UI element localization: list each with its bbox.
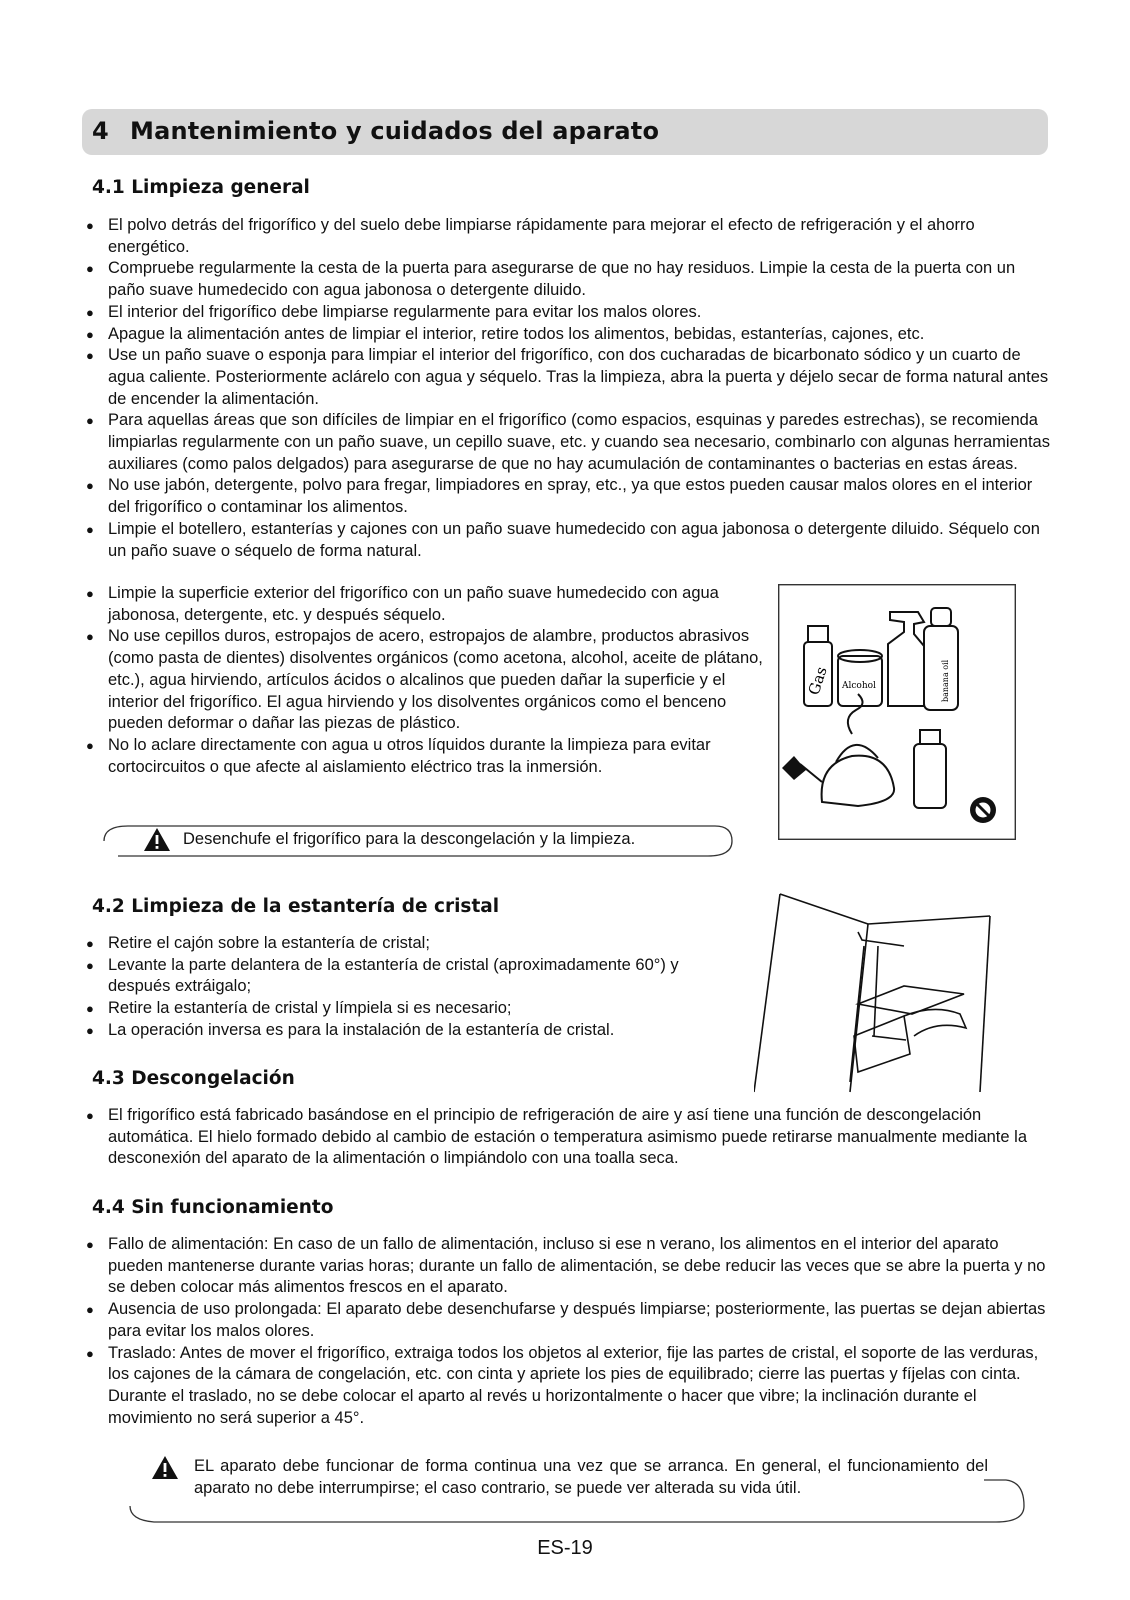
list-item: ● Traslado: Antes de mover el frigorífico, extraiga todos los objetos al exterior, fije las partes de cristal, el soporte de las verduras, los cajones de la cámara de congelación, etc. con cinta y apriete los pies de equilibrado; cierre las puertas y fíjelas con cinta. Durante el traslado, no se debe colocar el aparto al revés u horizontalmente o hacer que vibre; la inclinación durante el movimiento no será superior a 45°. xyxy=(86,1343,1056,1430)
warning-text-unplug: Desenchufe el frigorífico para la descongelación y la limpieza. xyxy=(183,830,636,848)
list-item: ● El polvo detrás del frigorífico y del suelo debe limpiarse rápidamente para mejorar el efecto de refrigeración y el ahorro energético. xyxy=(86,215,1056,258)
list-item: ● No use cepillos duros, estropajos de acero, estropajos de alambre, productos abrasivos (como pasta de dientes) disolventes orgánicos (como acetona, alcohol, aceite de plátano, etc.), agua hirviendo, artículos ácidos o alcalinos que pueden dañar la superficie y el interior del frigorífico. El agua hirviendo y los disolventes orgánicos como el benceno pueden deformar o dañar las piezas de plástico. xyxy=(86,626,766,735)
section-4-2-list xyxy=(86,933,716,1042)
section-4-4-list xyxy=(86,1234,1056,1429)
list-item: ● Fallo de alimentación: En caso de un fallo de alimentación, incluso si ese n verano, los alimentos en el interior del aparato pueden mantenerse durante varias horas; durante un fallo de alimentación, se debe reducir las veces que se abre la puerta y no se deben colocar más alimentos frescos en el aparato. xyxy=(86,1234,1056,1299)
list-item: ● Compruebe regularmente la cesta de la puerta para asegurarse de que no hay residuos. Limpie la cesta de la puerta con un paño suave humedecido con agua jabonosa o detergente diluido. xyxy=(86,258,1056,301)
section-4-1-list xyxy=(86,215,1056,562)
section-title-4-2: 4.2 Limpieza de la estantería de cristal xyxy=(92,896,500,917)
list-item: ● El interior del frigorífico debe limpiarse regularmente para evitar los malos olores. xyxy=(86,302,1056,324)
chapter-title xyxy=(92,117,659,145)
list-item: ● El frigorífico está fabricado basándose en el principio de refrigeración de aire y así tiene una función de descongelación automática. El hielo formado debido al cambio de estación o temperatura asimismo puede retirarse manualmente mediante la desconexión del aparato de la alimentación o limpiándolo con una toalla seca. xyxy=(86,1105,1056,1170)
section-title-4-3: 4.3 Descongelación xyxy=(92,1068,295,1089)
list-item: ● No lo aclare directamente con agua u otros líquidos durante la limpieza para evitar cortocircuitos o que afecte al aislamiento eléctrico tras la inmersión. xyxy=(86,735,766,778)
banana-oil-label: banana oil xyxy=(941,659,950,702)
alcohol-label: Alcohol xyxy=(842,681,876,691)
list-item: ● Retire la estantería de cristal y límpiela si es necesario; xyxy=(86,998,716,1020)
gas-label: Gas xyxy=(804,664,831,698)
list-item: ● No use jabón, detergente, polvo para fregar, limpiadores en spray, etc., ya que estos pueden causar malos olores en el interior del frigorífico o contaminar los alimentos. xyxy=(86,475,1056,518)
list-item: ● Levante la parte delantera de la estantería de cristal (aproximadamente 60°) y después extráigalo; xyxy=(86,955,716,998)
prohibited-icon xyxy=(970,797,996,823)
list-item: ● Limpie la superficie exterior del frigorífico con un paño suave humedecido con agua jabonosa, detergente, etc. y después séquelo. xyxy=(86,583,766,626)
chapter-title-text: Mantenimiento y cuidados del aparato xyxy=(130,117,660,145)
glass-shelf-removal-illustration xyxy=(754,886,1024,1096)
section-title-4-1: 4.1 Limpieza general xyxy=(92,177,310,198)
list-item: ● Apague la alimentación antes de limpiar el interior, retire todos los alimentos, bebidas, estanterías, cajones, etc. xyxy=(86,324,1056,346)
list-item: ● La operación inversa es para la instalación de la estantería de cristal. xyxy=(86,1020,716,1042)
section-4-1-list-narrow xyxy=(86,583,766,778)
warning-icon-2 xyxy=(151,1455,179,1480)
list-item: ● Limpie el botellero, estanterías y cajones con un paño suave humedecido con agua jabonosa o detergente diluido. Séquelo con un paño suave o séquelo de forma natural. xyxy=(86,519,1056,562)
section-4-3-list xyxy=(86,1105,1056,1170)
list-item: ● Retire el cajón sobre la estantería de cristal; xyxy=(86,933,716,955)
page-number: ES-19 xyxy=(537,1537,593,1559)
section-title-4-4: 4.4 Sin funcionamiento xyxy=(92,1197,334,1218)
chapter-number: 4 xyxy=(92,117,109,145)
warning-icon xyxy=(143,827,171,852)
list-item: ● Ausencia de uso prolongada: El aparato debe desenchufarse y después limpiarse; posteriormente, las puertas se dejan abiertas para evitar los malos olores. xyxy=(86,1299,1056,1342)
list-item: ● Use un paño suave o esponja para limpiar el interior del frigorífico, con dos cucharadas de bicarbonato sódico y un cuarto de agua caliente. Posteriormente aclárelo con agua y séquelo. Tras la limpieza, abra la puerta y déjelo secar de forma natural antes de encender la alimentación. xyxy=(86,345,1056,410)
list-item: ● Para aquellas áreas que son difíciles de limpiar en el frigorífico (como espacios, esquinas y paredes estrechas), se recomienda limpiarlas regularmente con un paño suave, un cepillo suave, etc. y cuando sea necesario, combinarlo con algunas herramientas auxiliares (como palos delgados) para asegurarse de que no hay acumulación de contaminantes o bacterias en estas áreas. xyxy=(86,410,1056,475)
prohibited-cleaners-illustration xyxy=(778,584,1016,840)
warning-text-continuous-operation: EL aparato debe funcionar de forma continua una vez que se arranca. En general, el funcionamiento del aparato no debe interrumpirse; el caso contrario, se puede ver alterada su vida útil. xyxy=(194,1457,988,1497)
